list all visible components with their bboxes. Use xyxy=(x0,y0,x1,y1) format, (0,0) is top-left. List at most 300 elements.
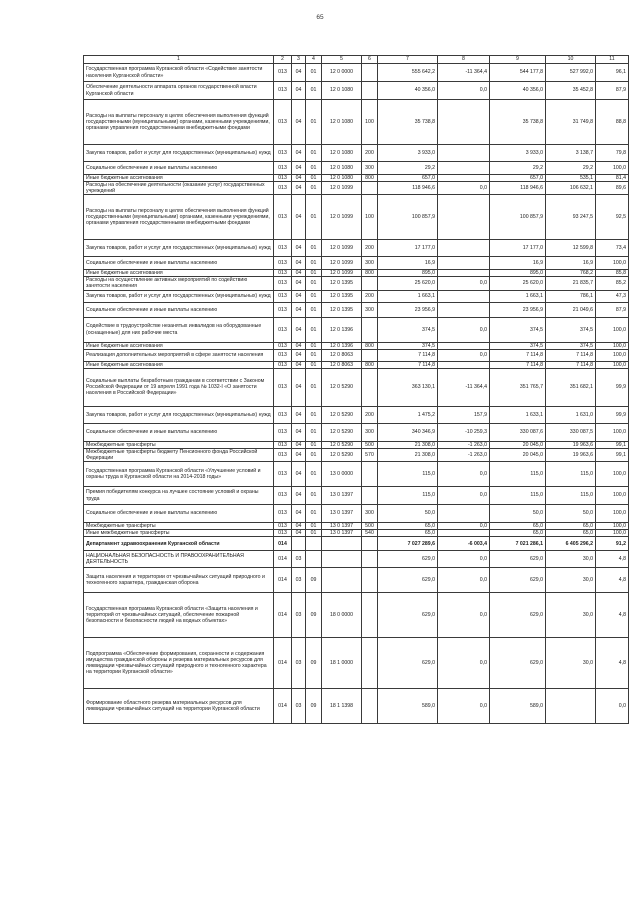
percent-cell: 100,0 xyxy=(596,505,629,523)
approved-amount-cell: 23 956,9 xyxy=(378,302,438,317)
expense-type-cell: 200 xyxy=(362,406,378,423)
executed-amount-cell: 29,2 xyxy=(546,162,596,175)
subsection-code-cell: 01 xyxy=(306,182,322,195)
ministry-code-cell: 013 xyxy=(274,290,292,302)
executed-amount-cell: 21 835,7 xyxy=(546,277,596,290)
subsection-code-cell: 01 xyxy=(306,441,322,448)
percent-cell: 99,9 xyxy=(596,368,629,406)
approved-amount-cell: 115,0 xyxy=(378,487,438,505)
approved-amount-cell: 629,0 xyxy=(378,593,438,638)
executed-amount-cell: 30,0 xyxy=(546,638,596,689)
executed-amount-cell: 35 452,8 xyxy=(546,82,596,100)
target-article-cell: 12 0 5290 xyxy=(322,423,362,441)
row-name-cell: Расходы на обеспечение деятельности (оказание услуг) государственных учреждений xyxy=(84,182,274,195)
target-article-cell xyxy=(322,568,362,593)
target-article-cell: 12 0 5290 xyxy=(322,448,362,461)
header-cell: 10 xyxy=(546,56,596,64)
section-code-cell: 04 xyxy=(292,195,306,240)
executed-amount-cell: 31 749,8 xyxy=(546,100,596,145)
percent-cell: 100,0 xyxy=(596,317,629,342)
executed-amount-cell: 115,0 xyxy=(546,487,596,505)
target-article-cell: 12 0 8063 xyxy=(322,349,362,361)
executed-amount-cell: 19 963,6 xyxy=(546,441,596,448)
approved-amount-cell: 16,9 xyxy=(378,257,438,270)
change-amount-cell xyxy=(438,270,490,277)
change-amount-cell xyxy=(438,257,490,270)
percent-cell: 85,2 xyxy=(596,277,629,290)
executed-amount-cell: 1 631,0 xyxy=(546,406,596,423)
expense-type-cell xyxy=(362,317,378,342)
change-amount-cell xyxy=(438,530,490,537)
row-name-cell: Департамент здравоохранения Курганской области xyxy=(84,537,274,551)
section-code-cell: 04 xyxy=(292,487,306,505)
percent-cell: 100,0 xyxy=(596,523,629,530)
revised-amount-cell: 118 946,6 xyxy=(490,182,546,195)
executed-amount-cell: 351 682,1 xyxy=(546,368,596,406)
section-code-cell: 04 xyxy=(292,349,306,361)
approved-amount-cell: 115,0 xyxy=(378,462,438,487)
row-name-cell: Государственная программа Курганской области «Содействие занятости населения Курганской области» xyxy=(84,64,274,82)
ministry-code-cell: 013 xyxy=(274,195,292,240)
percent-cell: 100,0 xyxy=(596,530,629,537)
subsection-code-cell xyxy=(306,537,322,551)
ministry-code-cell: 013 xyxy=(274,317,292,342)
change-amount-cell: 0,0 xyxy=(438,317,490,342)
subsection-code-cell: 01 xyxy=(306,195,322,240)
table-row xyxy=(84,342,629,349)
row-name-cell: Закупка товаров, работ и услуг для государственных (муниципальных) нужд xyxy=(84,145,274,162)
row-name-cell: Социальные выплаты безработным гражданам в соответствии с Законом Российской Федерации от 19 апреля 1991 года № 1032-I «О занятости населения в Российской Федерации» xyxy=(84,368,274,406)
expense-type-cell: 200 xyxy=(362,240,378,257)
section-code-cell: 04 xyxy=(292,406,306,423)
executed-amount-cell: 7 114,8 xyxy=(546,349,596,361)
ministry-code-cell: 014 xyxy=(274,593,292,638)
change-amount-cell xyxy=(438,175,490,182)
approved-amount-cell: 374,5 xyxy=(378,342,438,349)
row-name-cell: Иные бюджетные ассигнования xyxy=(84,175,274,182)
approved-amount-cell: 629,0 xyxy=(378,551,438,568)
revised-amount-cell: 374,5 xyxy=(490,317,546,342)
approved-amount-cell: 555 642,2 xyxy=(378,64,438,82)
section-code-cell: 03 xyxy=(292,593,306,638)
ministry-code-cell: 014 xyxy=(274,638,292,689)
percent-cell: 47,3 xyxy=(596,290,629,302)
section-code-cell: 04 xyxy=(292,270,306,277)
ministry-code-cell: 013 xyxy=(274,530,292,537)
percent-cell: 4,8 xyxy=(596,568,629,593)
table-row xyxy=(84,462,629,487)
executed-amount-cell: 21 049,6 xyxy=(546,302,596,317)
row-name-cell: Закупка товаров, работ и услуг для государственных (муниципальных) нужд xyxy=(84,240,274,257)
subsection-code-cell: 01 xyxy=(306,270,322,277)
subsection-code-cell: 01 xyxy=(306,290,322,302)
subsection-code-cell: 01 xyxy=(306,257,322,270)
row-name-cell: Расходы на осуществление активных мероприятий по содействию занятости населения xyxy=(84,277,274,290)
section-code-cell: 04 xyxy=(292,505,306,523)
percent-cell: 100,0 xyxy=(596,462,629,487)
expense-type-cell xyxy=(362,568,378,593)
target-article-cell xyxy=(322,551,362,568)
target-article-cell: 13 0 0000 xyxy=(322,462,362,487)
target-article-cell: 12 0 5290 xyxy=(322,368,362,406)
expense-type-cell xyxy=(362,593,378,638)
target-article-cell: 12 0 1395 xyxy=(322,290,362,302)
expense-type-cell xyxy=(362,551,378,568)
ministry-code-cell: 013 xyxy=(274,257,292,270)
section-code-cell: 04 xyxy=(292,361,306,368)
executed-amount-cell: 106 632,1 xyxy=(546,182,596,195)
header-cell: 11 xyxy=(596,56,629,64)
expense-type-cell: 300 xyxy=(362,257,378,270)
section-code-cell: 03 xyxy=(292,568,306,593)
executed-amount-cell: 7 114,8 xyxy=(546,361,596,368)
table-row xyxy=(84,240,629,257)
revised-amount-cell: 20 045,0 xyxy=(490,448,546,461)
row-name-cell: Межбюджетные трансферты бюджету Пенсионного фонда Российской Федерации xyxy=(84,448,274,461)
ministry-code-cell: 014 xyxy=(274,689,292,724)
executed-amount-cell xyxy=(546,689,596,724)
change-amount-cell xyxy=(438,145,490,162)
table-row xyxy=(84,64,629,82)
budget-table xyxy=(83,55,629,724)
subsection-code-cell: 01 xyxy=(306,277,322,290)
revised-amount-cell: 65,0 xyxy=(490,530,546,537)
percent-cell: 85,8 xyxy=(596,270,629,277)
change-amount-cell xyxy=(438,302,490,317)
ministry-code-cell: 014 xyxy=(274,568,292,593)
row-name-cell: Социальное обеспечение и иные выплаты населению xyxy=(84,257,274,270)
target-article-cell: 13 0 1397 xyxy=(322,530,362,537)
target-article-cell: 12 0 5290 xyxy=(322,406,362,423)
row-name-cell: Премия победителям конкурса на лучшее состояние условий и охраны труда xyxy=(84,487,274,505)
table-row xyxy=(84,270,629,277)
table-body xyxy=(84,56,629,724)
row-name-cell: Социальное обеспечение и иные выплаты населению xyxy=(84,423,274,441)
ministry-code-cell: 013 xyxy=(274,349,292,361)
change-amount-cell: -10 259,3 xyxy=(438,423,490,441)
row-name-cell: Обеспечение деятельности аппарата органов государственной власти Курганской области xyxy=(84,82,274,100)
expense-type-cell: 100 xyxy=(362,195,378,240)
change-amount-cell: 0,0 xyxy=(438,277,490,290)
header-cell: 3 xyxy=(292,56,306,64)
executed-amount-cell: 12 599,8 xyxy=(546,240,596,257)
approved-amount-cell: 3 933,0 xyxy=(378,145,438,162)
change-amount-cell: -11 364,4 xyxy=(438,368,490,406)
change-amount-cell: 0,0 xyxy=(438,551,490,568)
ministry-code-cell: 013 xyxy=(274,100,292,145)
change-amount-cell: -1 263,0 xyxy=(438,441,490,448)
change-amount-cell: 0,0 xyxy=(438,689,490,724)
header-cell: 5 xyxy=(322,56,362,64)
expense-type-cell: 300 xyxy=(362,302,378,317)
table-row xyxy=(84,290,629,302)
percent-cell: 99,9 xyxy=(596,406,629,423)
section-code-cell: 04 xyxy=(292,302,306,317)
revised-amount-cell: 629,0 xyxy=(490,638,546,689)
table-row xyxy=(84,487,629,505)
ministry-code-cell: 013 xyxy=(274,145,292,162)
section-code-cell: 04 xyxy=(292,175,306,182)
executed-amount-cell: 527 992,0 xyxy=(546,64,596,82)
expense-type-cell xyxy=(362,638,378,689)
subsection-code-cell: 09 xyxy=(306,568,322,593)
change-amount-cell xyxy=(438,100,490,145)
expense-type-cell: 800 xyxy=(362,270,378,277)
percent-cell: 81,4 xyxy=(596,175,629,182)
executed-amount-cell: 3 138,7 xyxy=(546,145,596,162)
approved-amount-cell: 1 475,2 xyxy=(378,406,438,423)
ministry-code-cell: 013 xyxy=(274,487,292,505)
target-article-cell: 12 0 1080 xyxy=(322,145,362,162)
change-amount-cell xyxy=(438,361,490,368)
executed-amount-cell: 30,0 xyxy=(546,568,596,593)
section-code-cell: 04 xyxy=(292,145,306,162)
executed-amount-cell: 115,0 xyxy=(546,462,596,487)
percent-cell: 79,8 xyxy=(596,145,629,162)
approved-amount-cell: 374,5 xyxy=(378,317,438,342)
percent-cell: 96,1 xyxy=(596,64,629,82)
revised-amount-cell: 115,0 xyxy=(490,462,546,487)
executed-amount-cell: 374,5 xyxy=(546,317,596,342)
change-amount-cell xyxy=(438,342,490,349)
revised-amount-cell: 351 765,7 xyxy=(490,368,546,406)
revised-amount-cell: 544 177,8 xyxy=(490,64,546,82)
executed-amount-cell: 330 087,5 xyxy=(546,423,596,441)
target-article-cell: 18 0 0000 xyxy=(322,593,362,638)
ministry-code-cell: 013 xyxy=(274,462,292,487)
percent-cell: 87,9 xyxy=(596,82,629,100)
revised-amount-cell: 1 663,1 xyxy=(490,290,546,302)
approved-amount-cell: 589,0 xyxy=(378,689,438,724)
section-code-cell: 04 xyxy=(292,82,306,100)
approved-amount-cell: 50,0 xyxy=(378,505,438,523)
executed-amount-cell: 6 405 296,2 xyxy=(546,537,596,551)
revised-amount-cell: 629,0 xyxy=(490,593,546,638)
expense-type-cell xyxy=(362,182,378,195)
expense-type-cell xyxy=(362,537,378,551)
target-article-cell: 12 0 1099 xyxy=(322,270,362,277)
expense-type-cell xyxy=(362,82,378,100)
target-article-cell: 12 0 1099 xyxy=(322,195,362,240)
expense-type-cell: 300 xyxy=(362,162,378,175)
percent-cell: 0,0 xyxy=(596,689,629,724)
executed-amount-cell: 374,5 xyxy=(546,342,596,349)
target-article-cell: 12 0 1080 xyxy=(322,162,362,175)
target-article-cell: 12 0 1080 xyxy=(322,175,362,182)
section-code-cell: 04 xyxy=(292,342,306,349)
header-row xyxy=(84,56,629,64)
revised-amount-cell: 629,0 xyxy=(490,551,546,568)
section-code-cell: 04 xyxy=(292,240,306,257)
ministry-code-cell: 013 xyxy=(274,302,292,317)
ministry-code-cell: 013 xyxy=(274,342,292,349)
header-cell: 4 xyxy=(306,56,322,64)
subsection-code-cell: 01 xyxy=(306,448,322,461)
ministry-code-cell: 013 xyxy=(274,162,292,175)
table-row xyxy=(84,82,629,100)
revised-amount-cell: 16,9 xyxy=(490,257,546,270)
subsection-code-cell: 01 xyxy=(306,317,322,342)
subsection-code-cell: 01 xyxy=(306,349,322,361)
ministry-code-cell: 013 xyxy=(274,361,292,368)
subsection-code-cell: 01 xyxy=(306,530,322,537)
row-name-cell: Социальное обеспечение и иные выплаты населению xyxy=(84,162,274,175)
target-article-cell: 12 0 1099 xyxy=(322,240,362,257)
section-code-cell: 04 xyxy=(292,317,306,342)
section-code-cell xyxy=(292,537,306,551)
table-row xyxy=(84,523,629,530)
subsection-code-cell: 01 xyxy=(306,100,322,145)
table-row xyxy=(84,530,629,537)
change-amount-cell: 0,0 xyxy=(438,182,490,195)
target-article-cell: 12 0 1080 xyxy=(322,82,362,100)
table-row xyxy=(84,100,629,145)
ministry-code-cell: 013 xyxy=(274,523,292,530)
section-code-cell: 04 xyxy=(292,448,306,461)
revised-amount-cell: 25 620,0 xyxy=(490,277,546,290)
header-cell: 1 xyxy=(84,56,274,64)
percent-cell: 100,0 xyxy=(596,361,629,368)
percent-cell: 100,0 xyxy=(596,423,629,441)
table-row xyxy=(84,689,629,724)
subsection-code-cell: 01 xyxy=(306,505,322,523)
table-row xyxy=(84,638,629,689)
target-article-cell: 13 0 1397 xyxy=(322,523,362,530)
approved-amount-cell: 21 308,0 xyxy=(378,448,438,461)
executed-amount-cell: 50,0 xyxy=(546,505,596,523)
row-name-cell: Формирование областного резерва материальных ресурсов для ликвидации чрезвычайных ситуаций на территории Курганской области xyxy=(84,689,274,724)
ministry-code-cell: 013 xyxy=(274,64,292,82)
row-name-cell: Межбюджетные трансферты xyxy=(84,523,274,530)
revised-amount-cell: 7 021 286,1 xyxy=(490,537,546,551)
expense-type-cell: 540 xyxy=(362,530,378,537)
row-name-cell: Защита населения и территории от чрезвычайных ситуаций природного и техногенного характера, гражданская оборона xyxy=(84,568,274,593)
section-code-cell: 03 xyxy=(292,689,306,724)
expense-type-cell xyxy=(362,689,378,724)
approved-amount-cell: 118 946,6 xyxy=(378,182,438,195)
table-row xyxy=(84,368,629,406)
section-code-cell: 04 xyxy=(292,530,306,537)
target-article-cell: 12 0 1396 xyxy=(322,342,362,349)
header-cell: 9 xyxy=(490,56,546,64)
percent-cell: 100,0 xyxy=(596,162,629,175)
approved-amount-cell: 7 114,8 xyxy=(378,349,438,361)
table-row xyxy=(84,175,629,182)
table-row xyxy=(84,302,629,317)
target-article-cell: 12 0 8063 xyxy=(322,361,362,368)
target-article-cell: 12 0 1396 xyxy=(322,317,362,342)
approved-amount-cell: 17 177,0 xyxy=(378,240,438,257)
expense-type-cell: 300 xyxy=(362,423,378,441)
change-amount-cell: 0,0 xyxy=(438,523,490,530)
target-article-cell: 12 0 1099 xyxy=(322,257,362,270)
percent-cell: 99,1 xyxy=(596,448,629,461)
revised-amount-cell: 100 857,9 xyxy=(490,195,546,240)
table-row xyxy=(84,505,629,523)
approved-amount-cell: 65,0 xyxy=(378,530,438,537)
change-amount-cell: -6 003,4 xyxy=(438,537,490,551)
expense-type-cell: 300 xyxy=(362,505,378,523)
header-cell: 7 xyxy=(378,56,438,64)
section-code-cell: 04 xyxy=(292,462,306,487)
subsection-code-cell: 01 xyxy=(306,302,322,317)
revised-amount-cell: 3 933,0 xyxy=(490,145,546,162)
table-row xyxy=(84,406,629,423)
executed-amount-cell: 65,0 xyxy=(546,530,596,537)
expense-type-cell xyxy=(362,277,378,290)
change-amount-cell: 157,9 xyxy=(438,406,490,423)
row-name-cell: Расходы на выплаты персоналу в целях обеспечения выполнения функций государственными (муниципальными) органами, казенными учреждениями, органами управления государственными внебюджетными фондами xyxy=(84,195,274,240)
table-row xyxy=(84,195,629,240)
executed-amount-cell: 768,2 xyxy=(546,270,596,277)
row-name-cell: Закупка товаров, работ и услуг для государственных (муниципальных) нужд xyxy=(84,290,274,302)
row-name-cell: Иные бюджетные ассигнования xyxy=(84,361,274,368)
executed-amount-cell: 786,1 xyxy=(546,290,596,302)
target-article-cell: 12 0 1080 xyxy=(322,100,362,145)
revised-amount-cell: 7 114,8 xyxy=(490,349,546,361)
expense-type-cell xyxy=(362,487,378,505)
percent-cell: 4,8 xyxy=(596,551,629,568)
revised-amount-cell: 40 356,0 xyxy=(490,82,546,100)
section-code-cell: 04 xyxy=(292,64,306,82)
row-name-cell: Расходы на выплаты персоналу в целях обеспечения выполнения функций государственными (муниципальными) органами, казенными учреждениями, органами управления государственными внебюджетными фондами xyxy=(84,100,274,145)
revised-amount-cell: 7 114,8 xyxy=(490,361,546,368)
executed-amount-cell: 93 247,5 xyxy=(546,195,596,240)
percent-cell: 99,1 xyxy=(596,441,629,448)
target-article-cell: 12 0 1395 xyxy=(322,277,362,290)
change-amount-cell: -1 263,0 xyxy=(438,448,490,461)
header-cell: 6 xyxy=(362,56,378,64)
row-name-cell: НАЦИОНАЛЬНАЯ БЕЗОПАСНОСТЬ И ПРАВООХРАНИТЕЛЬНАЯ ДЕЯТЕЛЬНОСТЬ xyxy=(84,551,274,568)
approved-amount-cell: 7 027 289,6 xyxy=(378,537,438,551)
revised-amount-cell: 20 045,0 xyxy=(490,441,546,448)
change-amount-cell: 0,0 xyxy=(438,349,490,361)
expense-type-cell: 500 xyxy=(362,441,378,448)
executed-amount-cell: 535,1 xyxy=(546,175,596,182)
table-row xyxy=(84,448,629,461)
ministry-code-cell: 013 xyxy=(274,270,292,277)
row-name-cell: Содействие в трудоустройстве незанятых инвалидов на оборудованные (оснащенные) для них рабочие места xyxy=(84,317,274,342)
subsection-code-cell: 01 xyxy=(306,462,322,487)
section-code-cell: 03 xyxy=(292,551,306,568)
table-row xyxy=(84,162,629,175)
subsection-code-cell: 01 xyxy=(306,406,322,423)
subsection-code-cell: 01 xyxy=(306,423,322,441)
percent-cell: 88,8 xyxy=(596,100,629,145)
row-name-cell: Государственная программа Курганской области «Защита населения и территорий от чрезвычайных ситуаций, обеспечение пожарной безопасности и безопасности людей на водных объектах» xyxy=(84,593,274,638)
table-row xyxy=(84,568,629,593)
change-amount-cell: 0,0 xyxy=(438,82,490,100)
change-amount-cell: -11 364,4 xyxy=(438,64,490,82)
revised-amount-cell: 895,0 xyxy=(490,270,546,277)
section-code-cell: 04 xyxy=(292,523,306,530)
target-article-cell: 18 1 1398 xyxy=(322,689,362,724)
percent-cell: 91,2 xyxy=(596,537,629,551)
target-article-cell: 12 0 0000 xyxy=(322,64,362,82)
ministry-code-cell: 013 xyxy=(274,82,292,100)
change-amount-cell: 0,0 xyxy=(438,568,490,593)
row-name-cell: Иные бюджетные ассигнования xyxy=(84,342,274,349)
percent-cell: 4,8 xyxy=(596,638,629,689)
section-code-cell: 04 xyxy=(292,162,306,175)
section-code-cell: 04 xyxy=(292,257,306,270)
revised-amount-cell: 35 738,8 xyxy=(490,100,546,145)
expense-type-cell: 200 xyxy=(362,145,378,162)
row-name-cell: Иные межбюджетные трансферты xyxy=(84,530,274,537)
revised-amount-cell: 589,0 xyxy=(490,689,546,724)
subsection-code-cell: 01 xyxy=(306,361,322,368)
revised-amount-cell: 1 633,1 xyxy=(490,406,546,423)
